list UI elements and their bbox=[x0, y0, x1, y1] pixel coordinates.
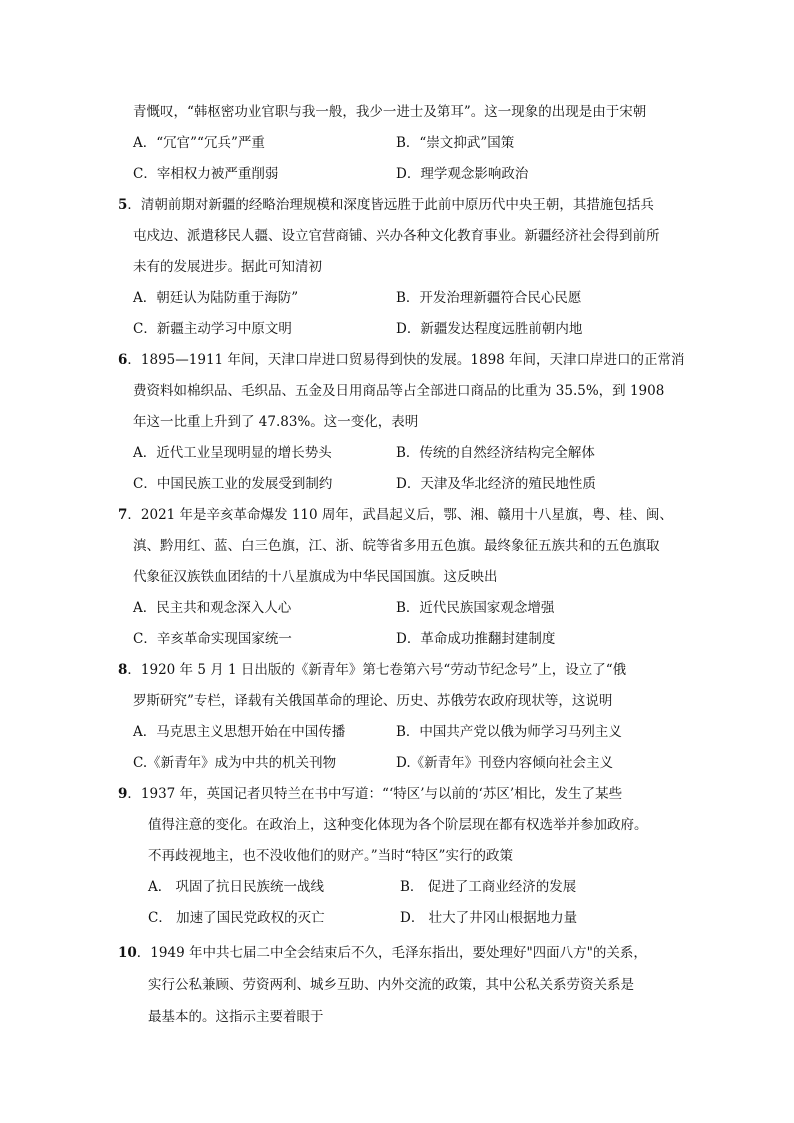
q10-stem-line1 bbox=[118, 943, 647, 963]
q8-stem-line1 bbox=[118, 660, 626, 680]
q9-option-b: B． 促进了工商业经济的发展 bbox=[400, 879, 577, 895]
q8-option-d: D.《新青年》刊登内容倾向社会主义 bbox=[396, 755, 614, 771]
q5-option-b: B．开发治理新疆符合民心民愿 bbox=[396, 290, 582, 306]
q4-option-d: D．理学观念影响政治 bbox=[396, 166, 529, 182]
q9-number: 9 bbox=[118, 786, 128, 802]
q7-text-1: ．2021 年是辛亥革命爆发 110 周年，武昌起义后，鄂、湘、赣用十八星旗，粤、桂、闽、 bbox=[127, 507, 673, 523]
q7-option-d: D．革命成功推翻封建制度 bbox=[396, 631, 556, 647]
q7-option-c: C．辛亥革命实现国家统一 bbox=[133, 631, 292, 647]
q9-option-a: A． 巩固了抗日民族统一战线 bbox=[148, 879, 325, 895]
q5-option-d: D．新疆发达程度远胜前朝内地 bbox=[396, 321, 583, 337]
q4-option-a: A．“冗官”“冗兵”严重 bbox=[133, 135, 265, 151]
q10-text-1: ．1949 年中共七届二中全会结束后不久，毛泽东指出，要处理好"四面八方"的关系， bbox=[136, 945, 647, 961]
q6-stem-line1 bbox=[118, 350, 685, 370]
q6-option-d: D．天津及华北经济的殖民地性质 bbox=[396, 476, 596, 492]
q7-number: 7 bbox=[118, 507, 128, 523]
q10-number: 10 bbox=[118, 945, 137, 961]
q10-stem-line2: 实行公私兼顾、劳资两利、城乡互助、内外交流的政策，其中公私关系劳资关系是 bbox=[148, 977, 634, 993]
q9-option-c: C． 加速了国民党政权的灭亡 bbox=[148, 910, 325, 926]
q9-stem-line1 bbox=[118, 784, 622, 804]
q5-stem-line3: 未有的发展进步。据此可知清初 bbox=[133, 259, 322, 275]
q7-option-a: A．民主共和观念深入人心 bbox=[133, 600, 292, 616]
q5-option-a: A．朝廷认为陆防重于海防” bbox=[133, 290, 299, 306]
q7-option-b: B．近代民族国家观念增强 bbox=[396, 600, 555, 616]
q6-text-1: ．1895—1911 年间，天津口岸进口贸易得到快的发展。1898 年间，天津口岸进口的正常消 bbox=[127, 352, 685, 368]
q8-stem-line2: 罗斯研究”专栏，译载有关俄国革命的理论、历史、苏俄劳农政府现状等，这说明 bbox=[133, 693, 613, 709]
q8-text-1: ．1920 年 5 月 1 日出版的《新青年》第七卷第六号“劳动节纪念号”上，设立了“俄 bbox=[127, 662, 627, 678]
q8-option-c: C.《新青年》成为中共的机关刊物 bbox=[133, 755, 337, 771]
q9-option-d: D． 壮大了井冈山根据地力量 bbox=[400, 910, 578, 926]
q7-stem-line3: 代象征汉族铁血团结的十八星旗成为中华民国国旗。这反映出 bbox=[133, 569, 498, 585]
q9-text-1: ．1937 年，英国记者贝特兰在书中写道：“‘特区’与以前的‘苏区’相比，发生了某些 bbox=[127, 786, 623, 802]
q5-stem-line2: 屯戍边、派遣移民人疆、设立官营商铺、兴办各种文化教育事业。新疆经济社会得到前所 bbox=[133, 228, 660, 244]
q5-text-1: ．清朝前期对新疆的经略治理规模和深度皆远胜于此前中原历代中央王朝，其措施包括兵 bbox=[127, 197, 654, 213]
q6-stem-line2: 费资料如棉织品、毛织品、五金及日用商品等占全部进口商品的比重为 35.5%，到 1908 bbox=[133, 383, 665, 399]
q5-option-c: C．新疆主动学习中原文明 bbox=[133, 321, 292, 337]
q4-option-b: B．“崇文抑武”国策 bbox=[396, 135, 515, 151]
q10-stem-line3: 最基本的。这指示主要着眼于 bbox=[148, 1009, 324, 1025]
q7-stem-line1 bbox=[118, 505, 673, 525]
q9-stem-line2: 值得注意的变化。在政治上，这种变化体现为各个阶层现在都有权选举并参加政府。 bbox=[148, 817, 648, 833]
q6-option-a: A．近代工业呈现明显的增长势头 bbox=[133, 445, 332, 461]
q8-number: 8 bbox=[118, 662, 128, 678]
q5-number: 5 bbox=[118, 197, 128, 213]
q6-option-b: B．传统的自然经济结构完全解体 bbox=[396, 445, 595, 461]
q6-stem-line3: 年这一比重上升到了 47.83%。这一变化，表明 bbox=[133, 414, 419, 430]
q4-stem-tail: 青慨叹，“韩枢密功业官职与我一般，我少一进士及第耳”。这一现象的出现是由于宋朝 bbox=[133, 104, 647, 120]
q7-stem-line2: 滇、黔用红、蓝、白三色旗，江、浙、皖等省多用五色旗。最终象征五族共和的五色旗取 bbox=[133, 538, 660, 554]
q8-option-b: B．中国共产党以俄为师学习马列主义 bbox=[396, 724, 622, 740]
q8-option-a: A．马克思主义思想开始在中国传播 bbox=[133, 724, 346, 740]
q4-option-c: C．宰相权力被严重削弱 bbox=[133, 166, 279, 182]
q6-number: 6 bbox=[118, 352, 128, 368]
q5-stem-line1 bbox=[118, 195, 654, 215]
q9-stem-line3: 不再歧视地主，也不没收他们的财产。”当时“特区”实行的政策 bbox=[148, 848, 513, 864]
q6-option-c: C．中国民族工业的发展受到制约 bbox=[133, 476, 333, 492]
